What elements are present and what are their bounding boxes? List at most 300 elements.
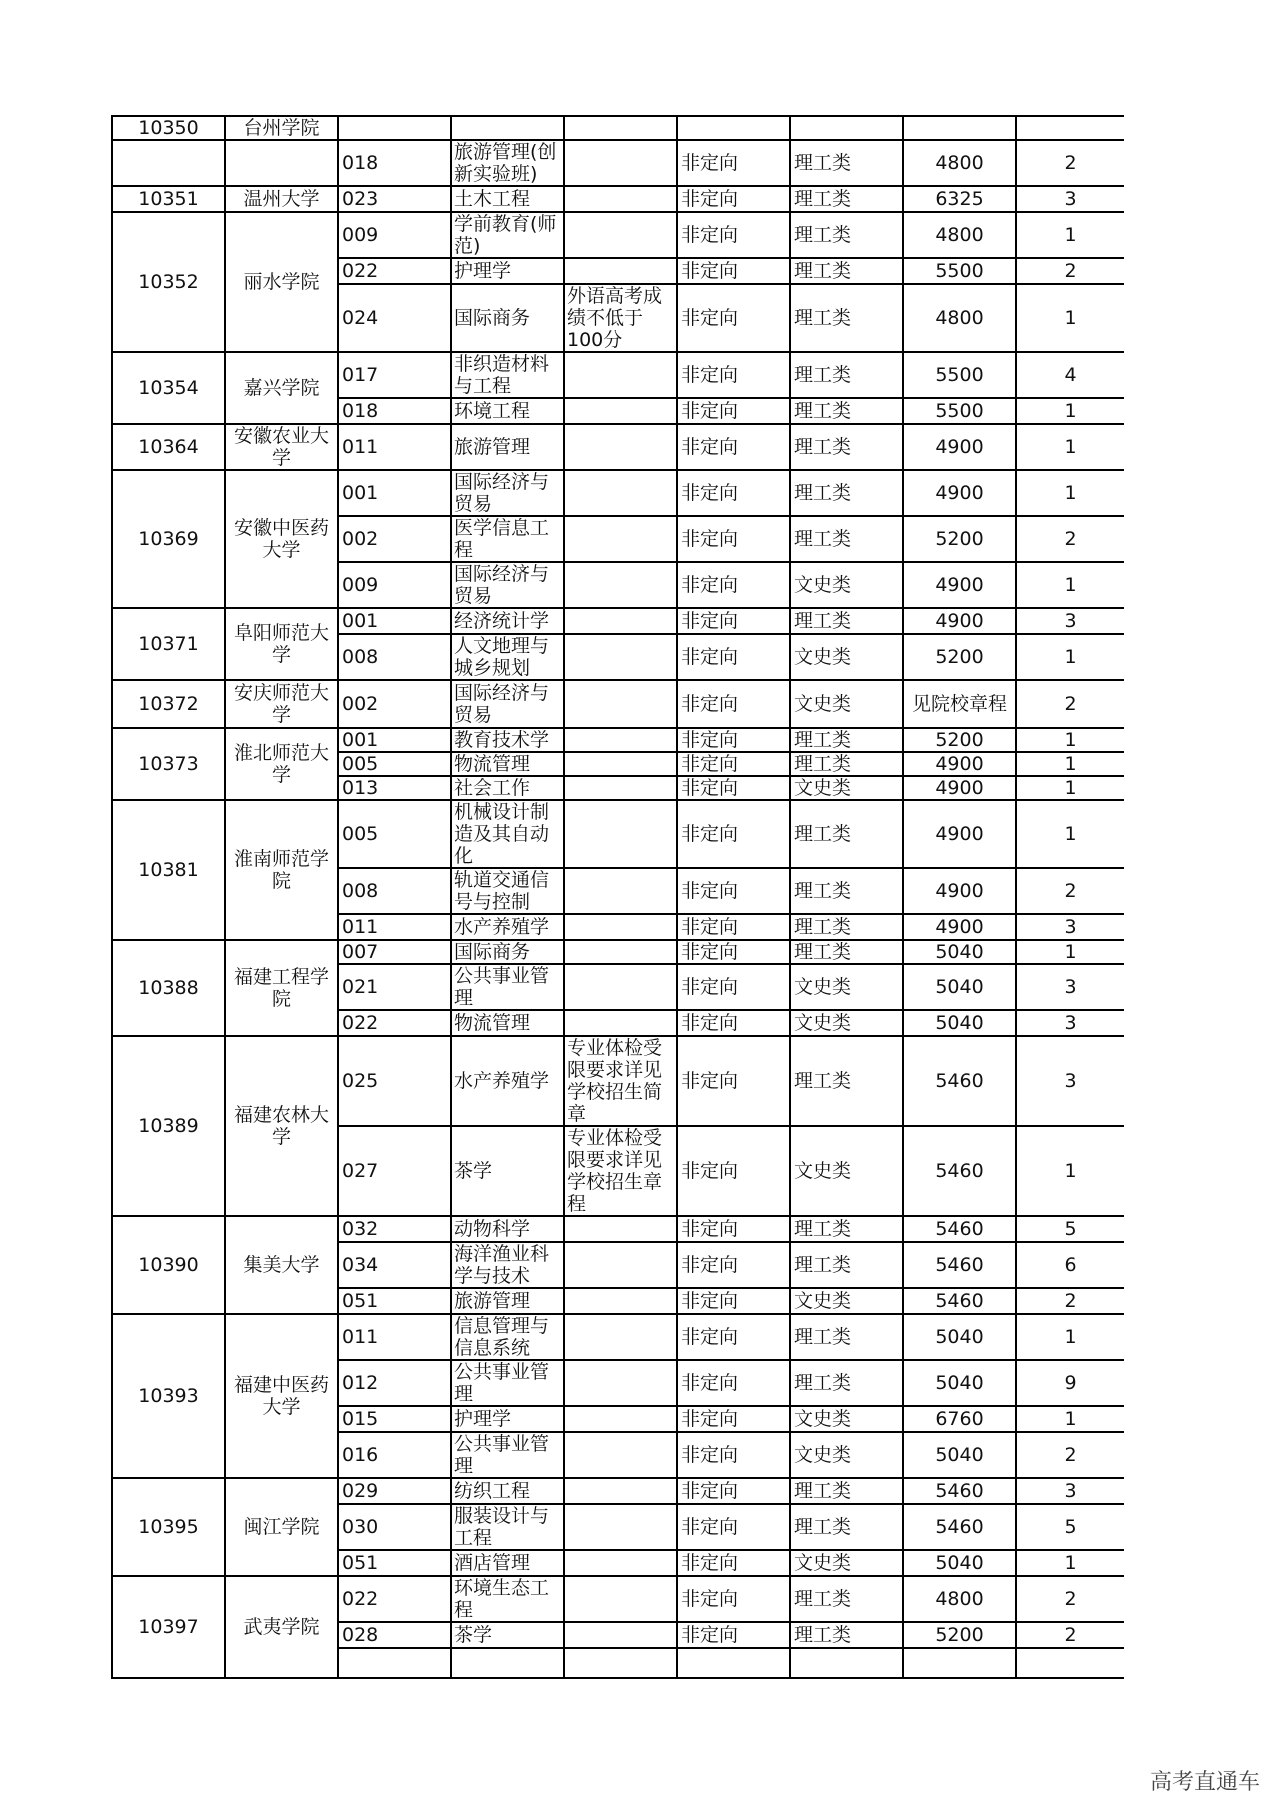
subject-category-cell <box>790 116 903 140</box>
major-name-cell <box>677 1648 790 1678</box>
tuition-cell: 5500 <box>903 398 1016 424</box>
major-name-cell: 茶学 <box>451 1126 564 1216</box>
major-code-cell: 032 <box>338 1216 451 1242</box>
quota-cell: 2 <box>1016 140 1124 186</box>
quota-cell: 1 <box>1016 1406 1124 1432</box>
subject-category-cell: 理工类 <box>790 186 903 212</box>
major-name-cell: 旅游管理 <box>451 1288 564 1314</box>
orientation-cell: 非定向 <box>677 470 790 516</box>
subject-category-cell: 理工类 <box>790 470 903 516</box>
quota-cell: 1 <box>1016 398 1124 424</box>
orientation-cell: 非定向 <box>677 516 790 562</box>
major-name-cell: 公共事业管理 <box>451 1360 564 1406</box>
major-name-cell: 护理学 <box>451 258 564 284</box>
note-cell <box>564 1242 677 1288</box>
major-code-cell: 021 <box>338 964 451 1010</box>
major-code-cell: 011 <box>338 914 451 940</box>
university-code-cell: 10373 <box>112 728 225 800</box>
orientation-cell: 非定向 <box>677 1010 790 1036</box>
orientation-cell: 非定向 <box>677 800 790 868</box>
university-name-cell: 丽水学院 <box>225 212 338 352</box>
note-cell <box>564 470 677 516</box>
university-code-cell: 10372 <box>112 680 225 728</box>
quota-cell: 3 <box>1016 1010 1124 1036</box>
table-row <box>112 1576 1124 1622</box>
subject-category-cell: 理工类 <box>790 1360 903 1406</box>
quota-cell: 3 <box>1016 964 1124 1010</box>
tuition-cell: 5500 <box>903 258 1016 284</box>
note-cell <box>564 608 677 634</box>
major-name-cell: 公共事业管理 <box>451 1432 564 1478</box>
tuition-cell: 4800 <box>903 212 1016 258</box>
subject-category-cell: 理工类 <box>790 868 903 914</box>
university-name-cell: 台州学院 <box>225 116 338 140</box>
quota-cell: 1 <box>1016 1126 1124 1216</box>
note-cell <box>564 186 677 212</box>
major-name-cell: 物流管理 <box>451 1010 564 1036</box>
tuition-cell: 4900 <box>903 776 1016 800</box>
tuition-cell: 5040 <box>903 1314 1016 1360</box>
note-cell <box>564 1406 677 1432</box>
major-name-cell: 茶学 <box>451 1622 564 1648</box>
university-code-cell: 10350 <box>112 116 225 140</box>
quota-cell: 2 <box>1016 1576 1124 1622</box>
subject-category-cell: 理工类 <box>790 424 903 470</box>
table-row <box>112 800 1124 868</box>
orientation-cell: 非定向 <box>677 752 790 776</box>
major-name-cell: 海洋渔业科学与技术 <box>451 1242 564 1288</box>
major-name-cell: 国际经济与贸易 <box>451 680 564 728</box>
table-row <box>112 212 1124 258</box>
orientation-cell: 非定向 <box>677 1504 790 1550</box>
major-code-cell: 001 <box>338 728 451 752</box>
university-code-cell: 10351 <box>112 186 225 212</box>
orientation-cell: 非定向 <box>677 964 790 1010</box>
major-code-cell <box>564 1648 677 1678</box>
university-name-cell: 集美大学 <box>225 1216 338 1314</box>
subject-category-cell: 文史类 <box>790 562 903 608</box>
note-cell <box>564 1504 677 1550</box>
table-row <box>112 186 1124 212</box>
note-cell <box>564 562 677 608</box>
orientation-cell: 非定向 <box>677 140 790 186</box>
major-name-cell: 公共事业管理 <box>451 964 564 1010</box>
quota-cell: 1 <box>1016 1550 1124 1576</box>
quota-cell: 1 <box>1016 728 1124 752</box>
table-row <box>112 470 1124 516</box>
university-name-cell: 福建工程学院 <box>225 940 338 1036</box>
tuition-cell: 5040 <box>903 1010 1016 1036</box>
tuition-cell: 5040 <box>903 1432 1016 1478</box>
major-code-cell: 018 <box>338 398 451 424</box>
note-cell <box>564 516 677 562</box>
note-cell <box>564 398 677 424</box>
orientation-cell: 非定向 <box>677 424 790 470</box>
university-code-cell: 10364 <box>112 424 225 470</box>
university-name-cell: 安庆师范大学 <box>225 680 338 728</box>
watermark-text: 高考直通车 <box>1149 1770 1260 1795</box>
orientation-cell: 非定向 <box>677 1126 790 1216</box>
major-code-cell: 002 <box>338 680 451 728</box>
university-code-cell <box>338 1648 451 1678</box>
major-name-cell: 信息管理与信息系统 <box>451 1314 564 1360</box>
orientation-cell: 非定向 <box>677 634 790 680</box>
quota-cell: 1 <box>1016 284 1124 352</box>
admissions-table <box>111 115 1124 1679</box>
major-name-cell: 国际商务 <box>451 940 564 964</box>
note-cell: 专业体检受限要求详见学校招生简章 <box>564 1036 677 1126</box>
note-cell <box>564 352 677 398</box>
quota-cell: 4 <box>1016 352 1124 398</box>
quota-cell: 1 <box>1016 424 1124 470</box>
note-cell <box>790 1648 903 1678</box>
subject-category-cell: 理工类 <box>790 258 903 284</box>
subject-category-cell: 文史类 <box>790 1010 903 1036</box>
quota-cell: 2 <box>1016 868 1124 914</box>
tuition-cell: 5460 <box>903 1478 1016 1504</box>
university-name-cell: 福建农林大学 <box>225 1036 338 1216</box>
university-code-cell: 10395 <box>112 1478 225 1576</box>
subject-category-cell: 文史类 <box>790 776 903 800</box>
tuition-cell: 5200 <box>903 516 1016 562</box>
table-row <box>112 608 1124 634</box>
tuition-cell: 5040 <box>903 1360 1016 1406</box>
tuition-cell: 4800 <box>903 140 1016 186</box>
quota-cell: 3 <box>1016 1478 1124 1504</box>
subject-category-cell <box>1016 1648 1124 1678</box>
university-name-cell <box>225 140 338 186</box>
quota-cell: 3 <box>1016 608 1124 634</box>
major-name-cell: 物流管理 <box>451 752 564 776</box>
subject-category-cell: 理工类 <box>790 914 903 940</box>
subject-category-cell: 理工类 <box>790 1036 903 1126</box>
quota-cell: 3 <box>1016 186 1124 212</box>
major-name-cell: 学前教育(师范) <box>451 212 564 258</box>
major-code-cell: 005 <box>338 752 451 776</box>
quota-cell: 1 <box>1016 776 1124 800</box>
orientation-cell: 非定向 <box>677 776 790 800</box>
orientation-cell: 非定向 <box>677 1432 790 1478</box>
subject-category-cell: 理工类 <box>790 284 903 352</box>
orientation-cell: 非定向 <box>677 284 790 352</box>
tuition-cell: 5500 <box>903 352 1016 398</box>
orientation-cell: 非定向 <box>677 1576 790 1622</box>
major-name-cell: 医学信息工程 <box>451 516 564 562</box>
subject-category-cell: 文史类 <box>790 1126 903 1216</box>
major-code-cell <box>338 116 451 140</box>
subject-category-cell: 文史类 <box>790 680 903 728</box>
orientation-cell: 非定向 <box>677 1216 790 1242</box>
major-code-cell: 051 <box>338 1550 451 1576</box>
university-name-cell: 淮南师范学院 <box>225 800 338 940</box>
major-code-cell: 001 <box>338 608 451 634</box>
quota-cell: 2 <box>1016 680 1124 728</box>
university-name-cell: 温州大学 <box>225 186 338 212</box>
major-code-cell: 022 <box>338 1576 451 1622</box>
subject-category-cell: 文史类 <box>790 964 903 1010</box>
university-code-cell: 10390 <box>112 1216 225 1314</box>
quota-cell: 1 <box>1016 634 1124 680</box>
university-code-cell: 10397 <box>112 1576 225 1678</box>
orientation-cell: 非定向 <box>677 1288 790 1314</box>
major-code-cell: 008 <box>338 634 451 680</box>
tuition-cell: 5200 <box>903 1622 1016 1648</box>
tuition-cell: 4900 <box>903 424 1016 470</box>
major-code-cell: 034 <box>338 1242 451 1288</box>
university-name-cell <box>451 1648 564 1678</box>
tuition-cell: 5200 <box>903 728 1016 752</box>
note-cell: 外语高考成绩不低于100分 <box>564 284 677 352</box>
note-cell <box>564 728 677 752</box>
table-row <box>112 1478 1124 1504</box>
note-cell <box>564 940 677 964</box>
major-name-cell: 服装设计与工程 <box>451 1504 564 1550</box>
major-code-cell: 011 <box>338 1314 451 1360</box>
note-cell <box>564 1314 677 1360</box>
tuition-cell: 4900 <box>903 800 1016 868</box>
note-cell: 专业体检受限要求详见学校招生章程 <box>564 1126 677 1216</box>
orientation-cell: 非定向 <box>677 914 790 940</box>
tuition-cell: 5460 <box>903 1036 1016 1126</box>
orientation-cell: 非定向 <box>677 398 790 424</box>
major-name-cell: 环境工程 <box>451 398 564 424</box>
quota-cell: 2 <box>1016 516 1124 562</box>
university-name-cell: 安徽中医药大学 <box>225 470 338 608</box>
university-name-cell: 福建中医药大学 <box>225 1314 338 1478</box>
quota-cell: 1 <box>1016 470 1124 516</box>
note-cell <box>564 680 677 728</box>
major-name-cell: 经济统计学 <box>451 608 564 634</box>
quota-cell: 1 <box>1016 562 1124 608</box>
major-code-cell: 025 <box>338 1036 451 1126</box>
university-code-cell: 10352 <box>112 212 225 352</box>
major-code-cell: 018 <box>338 140 451 186</box>
subject-category-cell: 文史类 <box>790 1550 903 1576</box>
tuition-cell: 4900 <box>903 562 1016 608</box>
university-code-cell: 10388 <box>112 940 225 1036</box>
subject-category-cell: 文史类 <box>790 634 903 680</box>
admissions-table-viewport <box>111 115 1124 1700</box>
quota-cell: 3 <box>1016 914 1124 940</box>
tuition-cell: 4900 <box>903 608 1016 634</box>
university-code-cell: 10389 <box>112 1036 225 1216</box>
university-name-cell: 安徽农业大学 <box>225 424 338 470</box>
note-cell <box>564 1550 677 1576</box>
major-code-cell: 022 <box>338 258 451 284</box>
tuition-cell: 6325 <box>903 186 1016 212</box>
major-code-cell: 017 <box>338 352 451 398</box>
subject-category-cell: 文史类 <box>790 1288 903 1314</box>
table-row <box>112 1216 1124 1242</box>
tuition-cell: 5460 <box>903 1216 1016 1242</box>
quota-cell: 1 <box>1016 1314 1124 1360</box>
major-code-cell: 028 <box>338 1622 451 1648</box>
tuition-cell: 4900 <box>903 470 1016 516</box>
subject-category-cell: 理工类 <box>790 1576 903 1622</box>
major-code-cell: 029 <box>338 1478 451 1504</box>
tuition-cell: 5460 <box>903 1242 1016 1288</box>
subject-category-cell: 理工类 <box>790 1216 903 1242</box>
university-code-cell: 10354 <box>112 352 225 424</box>
major-code-cell: 008 <box>338 868 451 914</box>
table-row <box>112 940 1124 964</box>
university-name-cell: 闽江学院 <box>225 1478 338 1576</box>
orientation-cell: 非定向 <box>677 940 790 964</box>
orientation-cell: 非定向 <box>677 1360 790 1406</box>
major-name-cell: 人文地理与城乡规划 <box>451 634 564 680</box>
tuition-cell: 5460 <box>903 1288 1016 1314</box>
major-code-cell: 030 <box>338 1504 451 1550</box>
note-cell <box>564 752 677 776</box>
university-name-cell: 淮北师范大学 <box>225 728 338 800</box>
note-cell <box>564 258 677 284</box>
note-cell <box>564 1432 677 1478</box>
major-name-cell: 酒店管理 <box>451 1550 564 1576</box>
major-name-cell: 国际经济与贸易 <box>451 470 564 516</box>
note-cell <box>564 1288 677 1314</box>
note-cell <box>564 1622 677 1648</box>
subject-category-cell: 理工类 <box>790 1504 903 1550</box>
subject-category-cell: 理工类 <box>790 1314 903 1360</box>
orientation-cell <box>677 116 790 140</box>
note-cell <box>564 1576 677 1622</box>
tuition-cell: 4800 <box>903 1576 1016 1622</box>
table-row <box>112 1036 1124 1126</box>
note-cell <box>564 1010 677 1036</box>
subject-category-cell: 理工类 <box>790 728 903 752</box>
subject-category-cell: 理工类 <box>790 398 903 424</box>
tuition-cell: 5460 <box>903 1126 1016 1216</box>
quota-cell: 1 <box>1016 940 1124 964</box>
quota-cell: 3 <box>1016 1036 1124 1126</box>
tuition-cell: 4800 <box>903 284 1016 352</box>
subject-category-cell: 理工类 <box>790 800 903 868</box>
quota-cell: 6 <box>1016 1242 1124 1288</box>
orientation-cell <box>903 1648 1016 1678</box>
subject-category-cell: 理工类 <box>790 140 903 186</box>
quota-cell: 2 <box>1016 1288 1124 1314</box>
note-cell <box>564 914 677 940</box>
major-name-cell: 国际经济与贸易 <box>451 562 564 608</box>
major-name-cell: 水产养殖学 <box>451 1036 564 1126</box>
major-name-cell: 国际商务 <box>451 284 564 352</box>
university-code-cell <box>112 140 225 186</box>
subject-category-cell: 理工类 <box>790 752 903 776</box>
major-code-cell: 005 <box>338 800 451 868</box>
quota-cell: 1 <box>1016 212 1124 258</box>
orientation-cell: 非定向 <box>677 1242 790 1288</box>
quota-cell: 1 <box>1016 800 1124 868</box>
tuition-cell: 4900 <box>903 868 1016 914</box>
major-code-cell: 015 <box>338 1406 451 1432</box>
university-name-cell: 武夷学院 <box>225 1576 338 1678</box>
quota-cell: 9 <box>1016 1360 1124 1406</box>
major-name-cell: 旅游管理 <box>451 424 564 470</box>
university-name-cell: 嘉兴学院 <box>225 352 338 424</box>
subject-category-cell: 理工类 <box>790 516 903 562</box>
tuition-cell: 6760 <box>903 1406 1016 1432</box>
major-code-cell: 016 <box>338 1432 451 1478</box>
major-name-cell: 纺织工程 <box>451 1478 564 1504</box>
major-code-cell: 011 <box>338 424 451 470</box>
major-name-cell: 非织造材料与工程 <box>451 352 564 398</box>
table-row <box>112 116 1124 140</box>
subject-category-cell: 理工类 <box>790 608 903 634</box>
orientation-cell: 非定向 <box>677 1622 790 1648</box>
major-name-cell <box>451 116 564 140</box>
tuition-cell: 5460 <box>903 1504 1016 1550</box>
note-cell <box>564 634 677 680</box>
quota-cell: 1 <box>1016 752 1124 776</box>
major-name-cell: 土木工程 <box>451 186 564 212</box>
major-code-cell: 023 <box>338 186 451 212</box>
major-code-cell: 002 <box>338 516 451 562</box>
table-row <box>112 424 1124 470</box>
tuition-cell: 4900 <box>903 752 1016 776</box>
major-name-cell: 护理学 <box>451 1406 564 1432</box>
note-cell <box>564 868 677 914</box>
university-code-cell: 10381 <box>112 800 225 940</box>
orientation-cell: 非定向 <box>677 1478 790 1504</box>
subject-category-cell: 理工类 <box>790 212 903 258</box>
subject-category-cell: 理工类 <box>790 352 903 398</box>
note-cell <box>564 1360 677 1406</box>
university-code-cell: 10371 <box>112 608 225 680</box>
tuition-cell: 5040 <box>903 940 1016 964</box>
orientation-cell: 非定向 <box>677 186 790 212</box>
subject-category-cell: 理工类 <box>790 1478 903 1504</box>
major-code-cell: 022 <box>338 1010 451 1036</box>
major-code-cell: 012 <box>338 1360 451 1406</box>
major-code-cell: 007 <box>338 940 451 964</box>
major-code-cell: 001 <box>338 470 451 516</box>
orientation-cell: 非定向 <box>677 868 790 914</box>
major-name-cell: 环境生态工程 <box>451 1576 564 1622</box>
tuition-cell: 5200 <box>903 634 1016 680</box>
note-cell <box>564 140 677 186</box>
major-name-cell: 社会工作 <box>451 776 564 800</box>
orientation-cell: 非定向 <box>677 1550 790 1576</box>
university-name-cell: 阜阳师范大学 <box>225 608 338 680</box>
major-name-cell: 轨道交通信号与控制 <box>451 868 564 914</box>
major-name-cell: 机械设计制造及其自动化 <box>451 800 564 868</box>
orientation-cell: 非定向 <box>677 562 790 608</box>
note-cell <box>564 1216 677 1242</box>
orientation-cell: 非定向 <box>677 728 790 752</box>
note-cell <box>564 776 677 800</box>
subject-category-cell: 理工类 <box>790 940 903 964</box>
note-cell <box>564 1478 677 1504</box>
quota-cell: 2 <box>1016 1622 1124 1648</box>
table-row <box>112 352 1124 398</box>
major-name-cell: 教育技术学 <box>451 728 564 752</box>
major-code-cell: 024 <box>338 284 451 352</box>
tuition-cell: 5040 <box>903 1550 1016 1576</box>
note-cell <box>564 964 677 1010</box>
tuition-cell <box>903 116 1016 140</box>
tuition-cell: 见院校章程 <box>903 680 1016 728</box>
university-code-cell: 10369 <box>112 470 225 608</box>
orientation-cell: 非定向 <box>677 1406 790 1432</box>
orientation-cell: 非定向 <box>677 680 790 728</box>
table-row <box>112 680 1124 728</box>
table-row <box>112 140 1124 186</box>
orientation-cell: 非定向 <box>677 608 790 634</box>
orientation-cell: 非定向 <box>677 258 790 284</box>
orientation-cell: 非定向 <box>677 352 790 398</box>
orientation-cell: 非定向 <box>677 212 790 258</box>
major-code-cell: 009 <box>338 212 451 258</box>
